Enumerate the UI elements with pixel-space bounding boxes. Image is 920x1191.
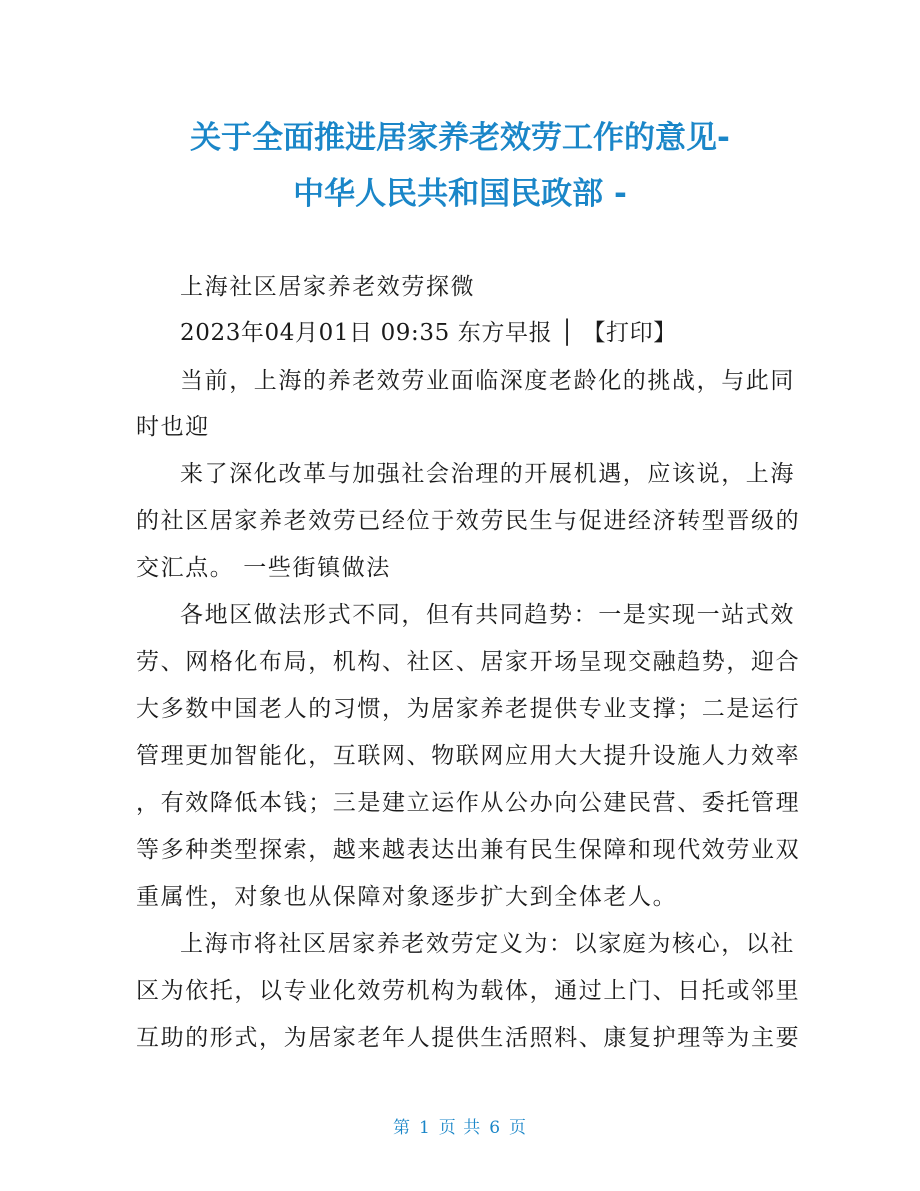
paragraph-line: 劳、网格化布局，机构、社区、居家开场呈现交融趋势，迎合 xyxy=(136,649,801,675)
paragraph-line: 管理更加智能化，互联网、物联网应用大大提升设施人力效率 xyxy=(136,743,801,769)
paragraph-line: 当前，上海的养老效劳业面临深度老龄化的挑战，与此同 xyxy=(180,368,795,394)
paragraph-line: 大多数中国老人的习惯，为居家养老提供专业支撑；二是运行 xyxy=(136,696,801,722)
page-footer xyxy=(0,1113,920,1138)
paragraph-line: 上海市将社区居家养老效劳定义为：以家庭为核心，以社 xyxy=(180,931,795,957)
article-meta: 2023年04月01日 09:35 东方早报 │ 【打印】 xyxy=(180,320,677,346)
footer-prefix: 第 xyxy=(392,1118,411,1138)
document-title-line-2: 中华人民共和国民政部 - xyxy=(293,176,627,212)
paragraph-line: 区为依托，以专业化效劳机构为载体，通过上门、日托或邻里 xyxy=(136,978,801,1004)
paragraph-line: 重属性，对象也从保障对象逐步扩大到全体老人。 xyxy=(136,884,678,910)
footer-middle: 页 共 xyxy=(438,1118,482,1138)
paragraph-line: ，有效降低本钱；三是建立运作从公办向公建民营、委托管理 xyxy=(136,790,801,816)
paragraph-line: 各地区做法形式不同，但有共同趋势：一是实现一站式效 xyxy=(180,602,795,628)
paragraph-line: 等多种类型探索，越来越表达出兼有民生保障和现代效劳业双 xyxy=(136,837,801,863)
paragraph-line: 互助的形式，为居家老年人提供生活照料、康复护理等为主要 xyxy=(136,1025,801,1051)
footer-suffix: 页 xyxy=(509,1118,528,1138)
paragraph-line: 时也迎 xyxy=(136,414,210,440)
document-title-line-1: 关于全面推进居家养老效劳工作的意见- xyxy=(190,120,730,156)
paragraph-line: 的社区居家养老效劳已经位于效劳民生与促进经济转型晋级的 xyxy=(136,508,801,534)
paragraph-line: 交汇点。 一些街镇做法 xyxy=(136,555,391,581)
footer-total-pages: 6 xyxy=(489,1118,502,1138)
article-subtitle: 上海社区居家养老效劳探微 xyxy=(180,274,476,300)
footer-page-number: 1 xyxy=(418,1118,431,1138)
paragraph-line: 来了深化改革与加强社会治理的开展机遇，应该说，上海 xyxy=(180,461,795,487)
